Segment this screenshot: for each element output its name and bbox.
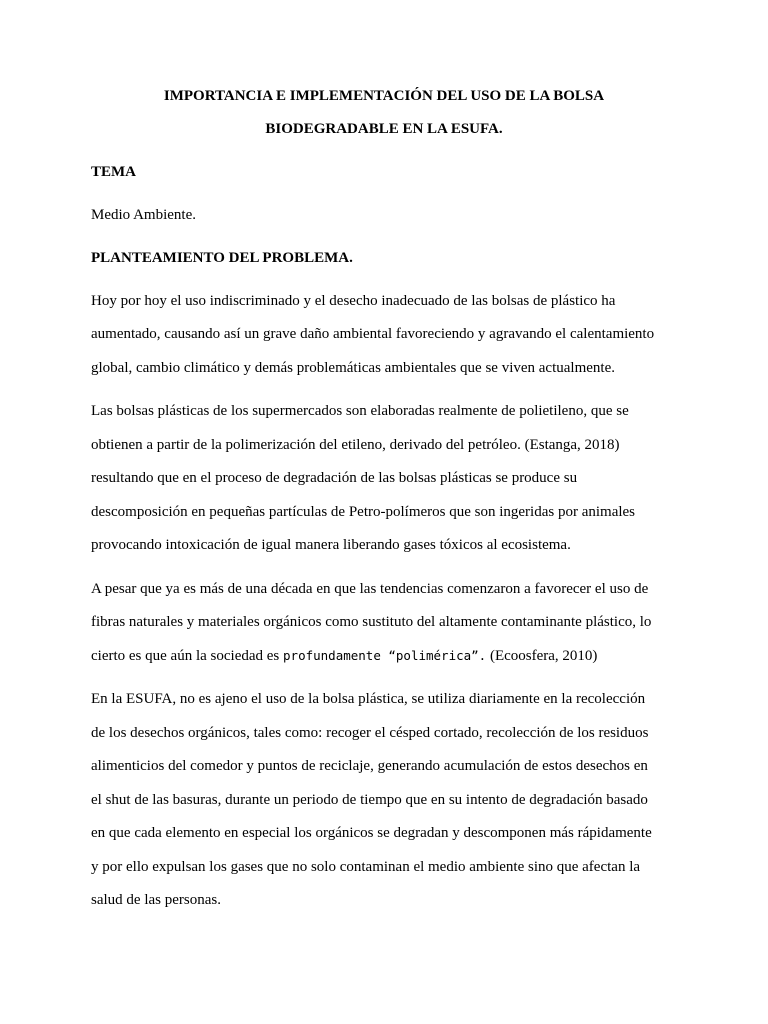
paragraph-line-mixed bbox=[91, 646, 597, 666]
paragraph-line: aumentado, causando así un grave daño ambiental favoreciendo y agravando el calentamiento bbox=[91, 326, 655, 342]
tema-heading: TEMA bbox=[91, 164, 136, 180]
paragraph-line: descomposición en pequeñas partículas de Petro-polímeros que son ingeridas por animales bbox=[91, 504, 636, 520]
paragraph-line: global, cambio climático y demás problemáticas ambientales que se viven actualmente. bbox=[91, 360, 615, 376]
paragraph-line: el shut de las basuras, durante un periodo de tiempo que en su intento de degradación basado bbox=[91, 792, 648, 808]
paragraph-line: A pesar que ya es más de una década en que las tendencias comenzaron a favorecer el uso de bbox=[91, 581, 649, 597]
paragraph-line: y por ello expulsan los gases que no solo contaminan el medio ambiente sino que afectan la bbox=[91, 859, 641, 875]
paragraph-line: En la ESUFA, no es ajeno el uso de la bolsa plástica, se utiliza diariamente en la recolección bbox=[91, 691, 646, 707]
quoted-phrase: profundamente “polimérica”. bbox=[283, 648, 487, 663]
document-title-line-2: BIODEGRADABLE EN LA ESUFA. bbox=[265, 121, 503, 137]
paragraph-line: obtienen a partir de la polimerización del etileno, derivado del petróleo. (Estanga, 2018) bbox=[91, 437, 620, 453]
paragraph-line: fibras naturales y materiales orgánicos como sustituto del altamente contaminante plástico, lo bbox=[91, 614, 652, 630]
paragraph-line: alimenticios del comedor y puntos de reciclaje, generando acumulación de estos desechos en bbox=[91, 758, 648, 774]
paragraph-line: salud de las personas. bbox=[91, 892, 221, 908]
problema-heading: PLANTEAMIENTO DEL PROBLEMA. bbox=[91, 250, 353, 266]
citation: (Ecoosfera, 2010) bbox=[486, 648, 598, 664]
document-title-line-1: IMPORTANCIA E IMPLEMENTACIÓN DEL USO DE LA BOLSA bbox=[163, 88, 605, 104]
paragraph-line: resultando que en el proceso de degradación de las bolsas plásticas se produce su bbox=[91, 470, 578, 486]
paragraph-line: de los desechos orgánicos, tales como: recoger el césped cortado, recolección de los residuos bbox=[91, 725, 649, 741]
paragraph-line: en que cada elemento en especial los orgánicos se degradan y descomponen más rápidamente bbox=[91, 825, 652, 841]
text-run: cierto es que aún la sociedad es bbox=[91, 648, 284, 664]
paragraph-line: provocando intoxicación de igual manera liberando gases tóxicos al ecosistema. bbox=[91, 537, 571, 553]
tema-text: Medio Ambiente. bbox=[91, 207, 196, 223]
paragraph-line: Las bolsas plásticas de los supermercados son elaboradas realmente de polietileno, que se bbox=[91, 403, 629, 419]
paragraph-line: Hoy por hoy el uso indiscriminado y el desecho inadecuado de las bolsas de plástico ha bbox=[91, 293, 616, 309]
